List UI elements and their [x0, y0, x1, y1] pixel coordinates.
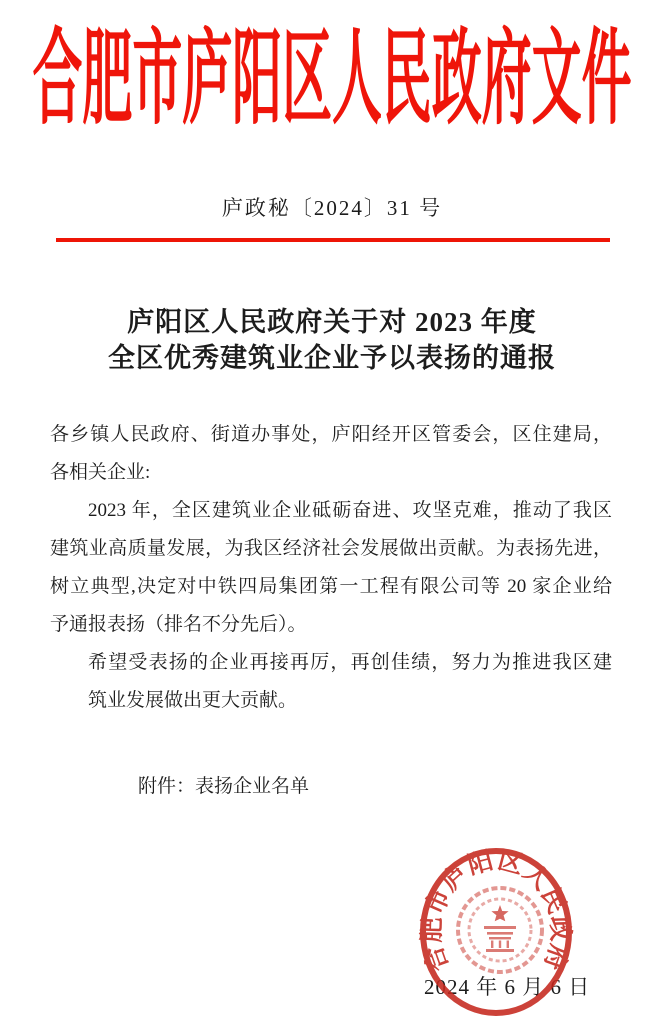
emblem-outer-ring	[458, 888, 542, 972]
document-title	[0, 304, 664, 376]
title-line-1: 庐阳区人民政府关于对 2023 年度	[127, 307, 537, 337]
issue-date: 2024 年 6 月 6 日	[424, 975, 591, 999]
paragraph-line: 2023 年，全区建筑业企业砥砺奋进、攻坚克难，推动了我区	[88, 500, 612, 521]
emblem-gate-icon	[484, 926, 516, 952]
salutation-line: 各乡镇人民政府、街道办事处，庐阳经开区管委会，区住建局，	[50, 424, 612, 445]
salutation	[50, 416, 612, 492]
body-paragraph-1	[50, 492, 612, 644]
emblem-star-icon	[491, 905, 508, 921]
paragraph-line: 建筑业高质量发展，为我区经济社会发展做出贡献。为表扬先进，	[50, 538, 612, 559]
attachment-note: 附件：表扬企业名单	[138, 776, 310, 797]
document-body	[0, 416, 664, 802]
salutation-line: 各相关企业:	[50, 462, 151, 483]
body-paragraph-2	[50, 644, 612, 720]
paragraph-line: 予通报表扬（排名不分先后）。	[50, 614, 307, 635]
paragraph-line: 希望受表扬的企业再接再厉，再创佳绩，努力为推进我区建	[88, 652, 612, 673]
seal-arc-text: 合肥市庐阳区人民政府	[418, 847, 574, 975]
government-seal	[416, 844, 576, 1020]
paragraph-line: 树立典型,决定对中铁四局集团第一工程有限公司等 20 家企业给	[50, 576, 612, 597]
title-line-2: 全区优秀建筑业企业予以表扬的通报	[108, 343, 556, 373]
letterhead-text: 合肥市庐阳区人民政府文件	[32, 22, 632, 137]
national-emblem-icon	[458, 888, 542, 972]
red-separator-rule	[56, 238, 610, 242]
svg-text:合肥市庐阳区人民政府	[418, 846, 575, 975]
paragraph-line: 筑业发展做出更大贡献。	[88, 690, 298, 711]
doc-number: 庐政秘〔2024〕31 号	[221, 196, 443, 220]
letterhead-banner	[0, 24, 664, 136]
